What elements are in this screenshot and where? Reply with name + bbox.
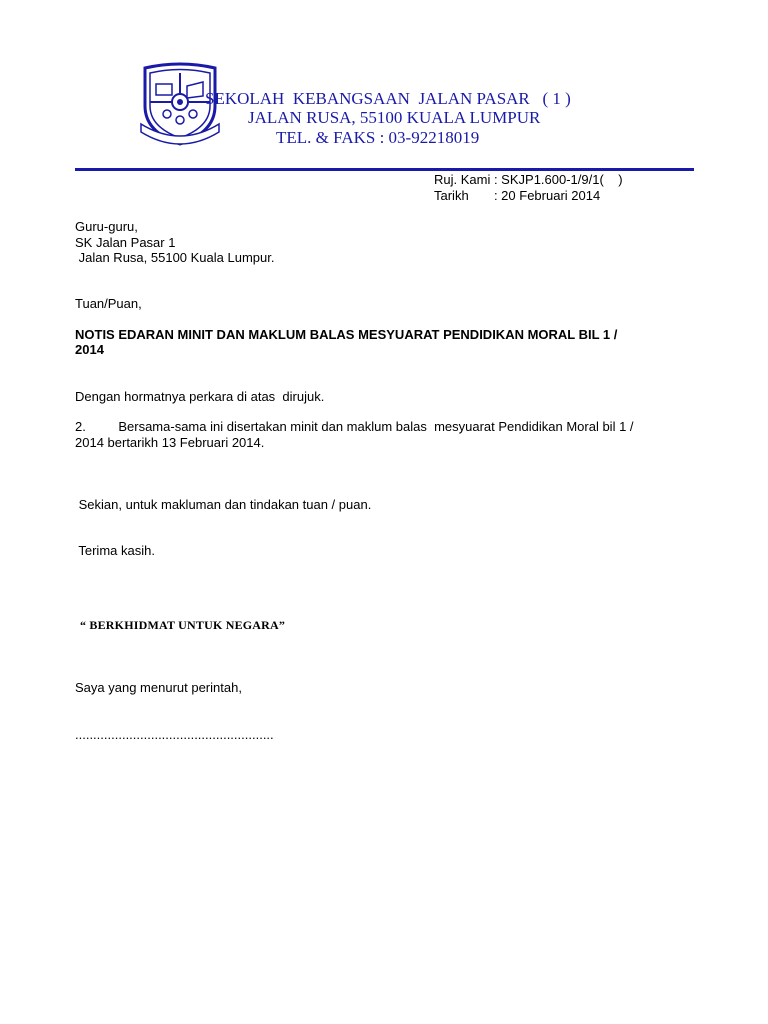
body-paragraph-1: Dengan hormatnya perkara di atas dirujuk. xyxy=(75,389,325,404)
recipient-line-2: SK Jalan Pasar 1 xyxy=(75,235,176,250)
subject-line-2: 2014 xyxy=(75,342,104,357)
salutation: Tuan/Puan, xyxy=(75,296,142,311)
header-divider xyxy=(75,168,694,171)
closing-line: Sekian, untuk makluman dan tindakan tuan / puan. xyxy=(75,497,372,512)
school-telephone: TEL. & FAKS : 03-92218019 xyxy=(276,128,480,147)
recipient-line-1: Guru-guru, xyxy=(75,219,138,234)
body-paragraph-2-line-1: 2. Bersama-sama ini disertakan minit dan maklum balas mesyuarat Pendidikan Moral bil 1 / xyxy=(75,419,634,434)
motto: “ BERKHIDMAT UNTUK NEGARA” xyxy=(80,618,286,632)
reference-number: Ruj. Kami : SKJP1.600-1/9/1( ) xyxy=(434,172,623,187)
recipient-line-3: Jalan Rusa, 55100 Kuala Lumpur. xyxy=(75,250,275,265)
body-paragraph-2-line-2: 2014 bertarikh 13 Februari 2014. xyxy=(75,435,265,450)
subject-line-1: NOTIS EDARAN MINIT DAN MAKLUM BALAS MESYUARAT PENDIDIKAN MORAL BIL 1 / xyxy=(75,327,618,342)
thanks-line: Terima kasih. xyxy=(75,543,155,558)
school-address: JALAN RUSA, 55100 KUALA LUMPUR xyxy=(248,108,541,127)
signoff-line: Saya yang menurut perintah, xyxy=(75,680,242,695)
letter-date: Tarikh : 20 Februari 2014 xyxy=(434,188,601,203)
signature-dotted-line: ....................................................... xyxy=(75,727,274,742)
school-name: SEKOLAH KEBANGSAAN JALAN PASAR ( 1 ) xyxy=(205,89,571,108)
